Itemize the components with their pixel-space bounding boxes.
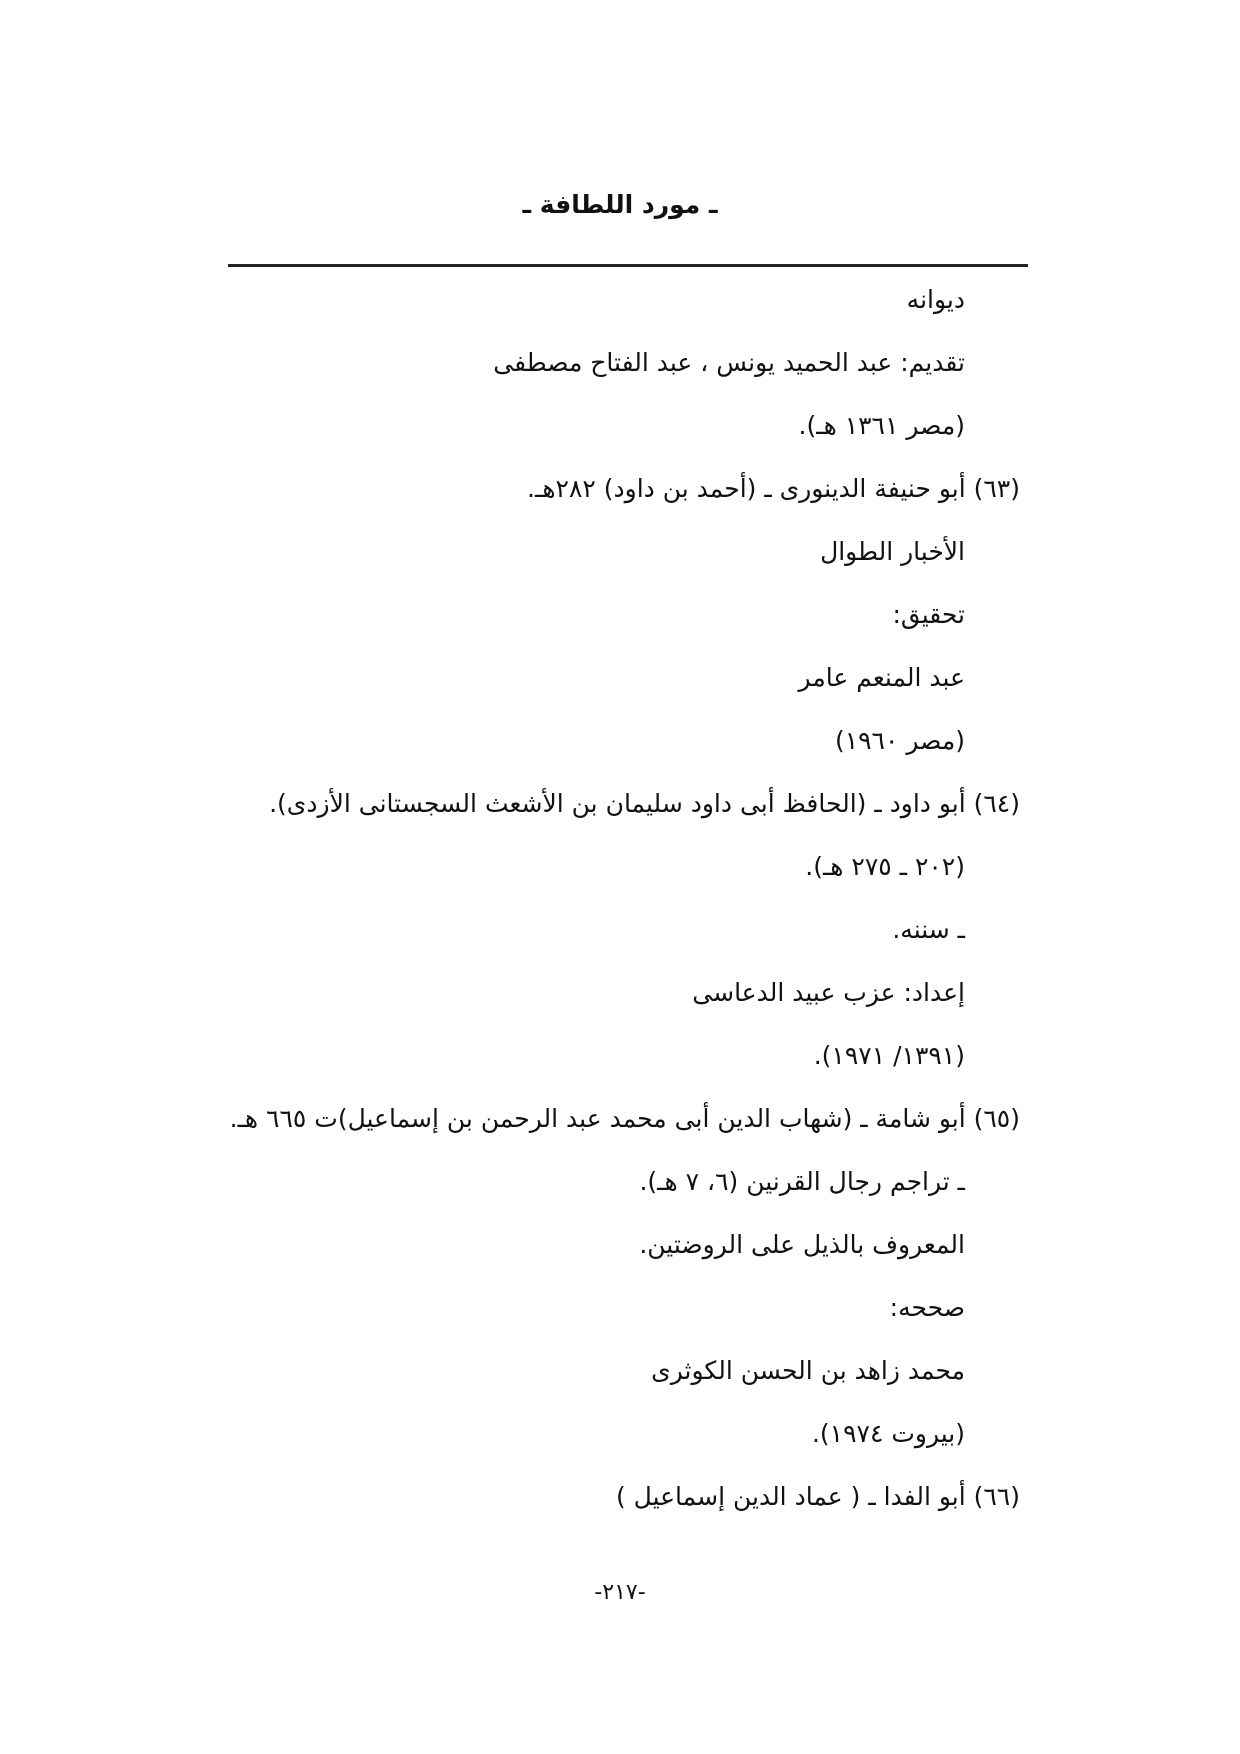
text-line: المعروف بالذيل على الروضتين. [639,1230,965,1259]
entry-heading: (٦٤) أبو داود ـ (الحافظ أبى داود سليمان بن الأشعث السجستانى الأزدى). [269,789,1020,818]
page-header: ـ مورد اللطافة ـ [522,190,718,219]
text-line: ديوانه [906,285,965,314]
text-line: (٢٠٢ ـ ٢٧٥ هـ). [805,852,965,881]
entry-heading: (٦٦) أبو الفدا ـ ( عماد الدين إسماعيل ) [615,1482,1020,1511]
text-line: ـ تراجم رجال القرنين (٦، ٧ هـ). [639,1167,965,1196]
text-line: (بيروت ١٩٧٤). [811,1419,965,1448]
text-line: إعداد: عزب عبيد الدعاسى [692,978,965,1007]
entry-heading: (٦٥) أبو شامة ـ (شهاب الدين أبى محمد عبد الرحمن بن إسماعيل)ت ٦٦٥ هـ. [229,1104,1020,1133]
header-divider [228,264,1028,267]
text-line: (مصر ١٣٦١ هـ). [798,411,965,440]
page-number: -٢١٧- [594,1580,646,1605]
text-line: الأخبار الطوال [820,537,965,566]
text-line: تحقيق: [892,600,965,629]
text-line: (مصر ١٩٦٠) [834,726,965,755]
text-line: تقديم: عبد الحميد يونس ، عبد الفتاح مصطفى [493,348,965,377]
text-line: عبد المنعم عامر [798,663,965,692]
text-line: ـ سننه. [892,915,965,944]
entry-heading: (٦٣) أبو حنيفة الدينورى ـ (أحمد بن داود) ٢٨٢هـ. [527,474,1020,503]
text-line: محمد زاهد بن الحسن الكوثرى [651,1356,965,1385]
text-line: صححه: [889,1293,965,1322]
text-line: (١٣٩١/ ١٩٧١). [813,1041,965,1070]
